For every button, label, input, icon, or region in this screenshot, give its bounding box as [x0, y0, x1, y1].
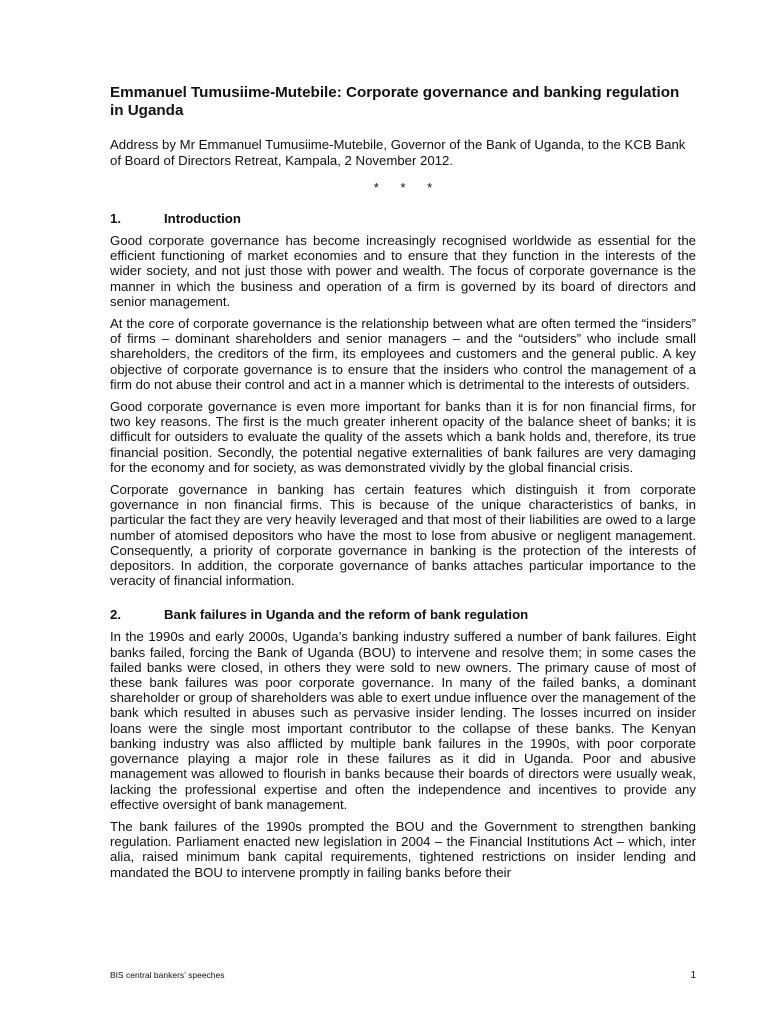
page-footer	[110, 970, 696, 981]
section-number: 1.	[110, 211, 121, 226]
section-separator: * * *	[373, 180, 433, 195]
section-bank-failures	[110, 607, 696, 879]
speech-address: Address by Mr Emmanuel Tumusiime-Mutebile, Governor of the Bank of Uganda, to the KCB Bank of Board of Directors Retreat, Kampala, 2 November 2012.	[110, 137, 686, 168]
document-page	[110, 84, 696, 887]
document-title: Emmanuel Tumusiime-Mutebile: Corporate governance and banking regulation in Uganda	[110, 84, 680, 119]
paragraph: In the 1990s and early 2000s, Uganda’s banking industry suffered a number of bank failures. Eight banks failed, forcing the Bank of Uganda (BOU) to intervene and resolve them; in some cases the failed banks were closed, in others they were sold to new owners. The primary cause of most of these bank failures was poor corporate governance. In many of the failed banks, a dominant shareholder or group of shareholders was able to exert undue influence over the management of the bank which resulted in abuses such as pervasive insider lending. The losses incurred on insider loans were the single most important contributor to the collapse of these banks. The Kenyan banking industry was also afflicted by multiple bank failures in the 1990s, with poor corporate governance playing a major role in these failures as it did in Uganda. Poor and abusive management was allowed to flourish in banks because their boards of directors were usually weak, lacking the professional expertise and often the independence and incentives to provide any effective oversight of bank management.	[110, 629, 696, 812]
section-introduction	[110, 211, 696, 588]
section-title: Introduction	[164, 211, 241, 226]
section-heading	[110, 211, 696, 227]
section-heading	[110, 607, 696, 623]
section-title: Bank failures in Uganda and the reform of bank regulation	[164, 607, 529, 623]
paragraph: Good corporate governance has become increasingly recognised worldwide as essential for the efficient functioning of market economies and to ensure that they function in the interests of the wider society, and not just those with power and wealth. The focus of corporate governance is the manner in which the business and operation of a firm is governed by its board of directors and senior management.	[110, 233, 696, 309]
footer-source: BIS central bankers’ speeches	[110, 970, 225, 980]
paragraph: The bank failures of the 1990s prompted the BOU and the Government to strengthen banking regulation. Parliament enacted new legislation in 2004 – the Financial Institutions Act – which, inter alia, raised minimum bank capital requirements, tightened restrictions on insider lending and mandated the BOU to intervene promptly in failing banks before their	[110, 818, 696, 880]
paragraph: At the core of corporate governance is the relationship between what are often termed the “insiders” of firms – dominant shareholders and senior managers – and the “outsiders” who include small shareholders, the creditors of the firm, its employees and customers and the general public. A key objective of corporate governance is to ensure that the insiders who control the management of a firm do not abuse their control and act in a manner which is detrimental to the interests of outsiders.	[110, 316, 696, 392]
paragraph: Corporate governance in banking has certain features which distinguish it from corporate governance in non financial firms. This is because of the unique characteristics of banks, in particular the fact they are very heavily leveraged and that most of their liabilities are owed to a large number of atomised depositors who have the most to lose from abusive or negligent management. Consequently, a priority of corporate governance in banking is the protection of the interests of depositors. In addition, the corporate governance of banks attaches particular importance to the veracity of financial information.	[110, 482, 696, 589]
paragraph: Good corporate governance is even more important for banks than it is for non financial firms, for two key reasons. The first is the much greater inherent opacity of the balance sheet of banks; it is difficult for outsiders to evaluate the quality of the assets which a bank holds and, therefore, its true financial position. Secondly, the potential negative externalities of bank failures are very damaging for the economy and for society, as was demonstrated vividly by the global financial crisis.	[110, 399, 696, 475]
section-gap	[110, 595, 696, 607]
page-number: 1	[690, 970, 696, 981]
section-number: 2.	[110, 607, 121, 623]
